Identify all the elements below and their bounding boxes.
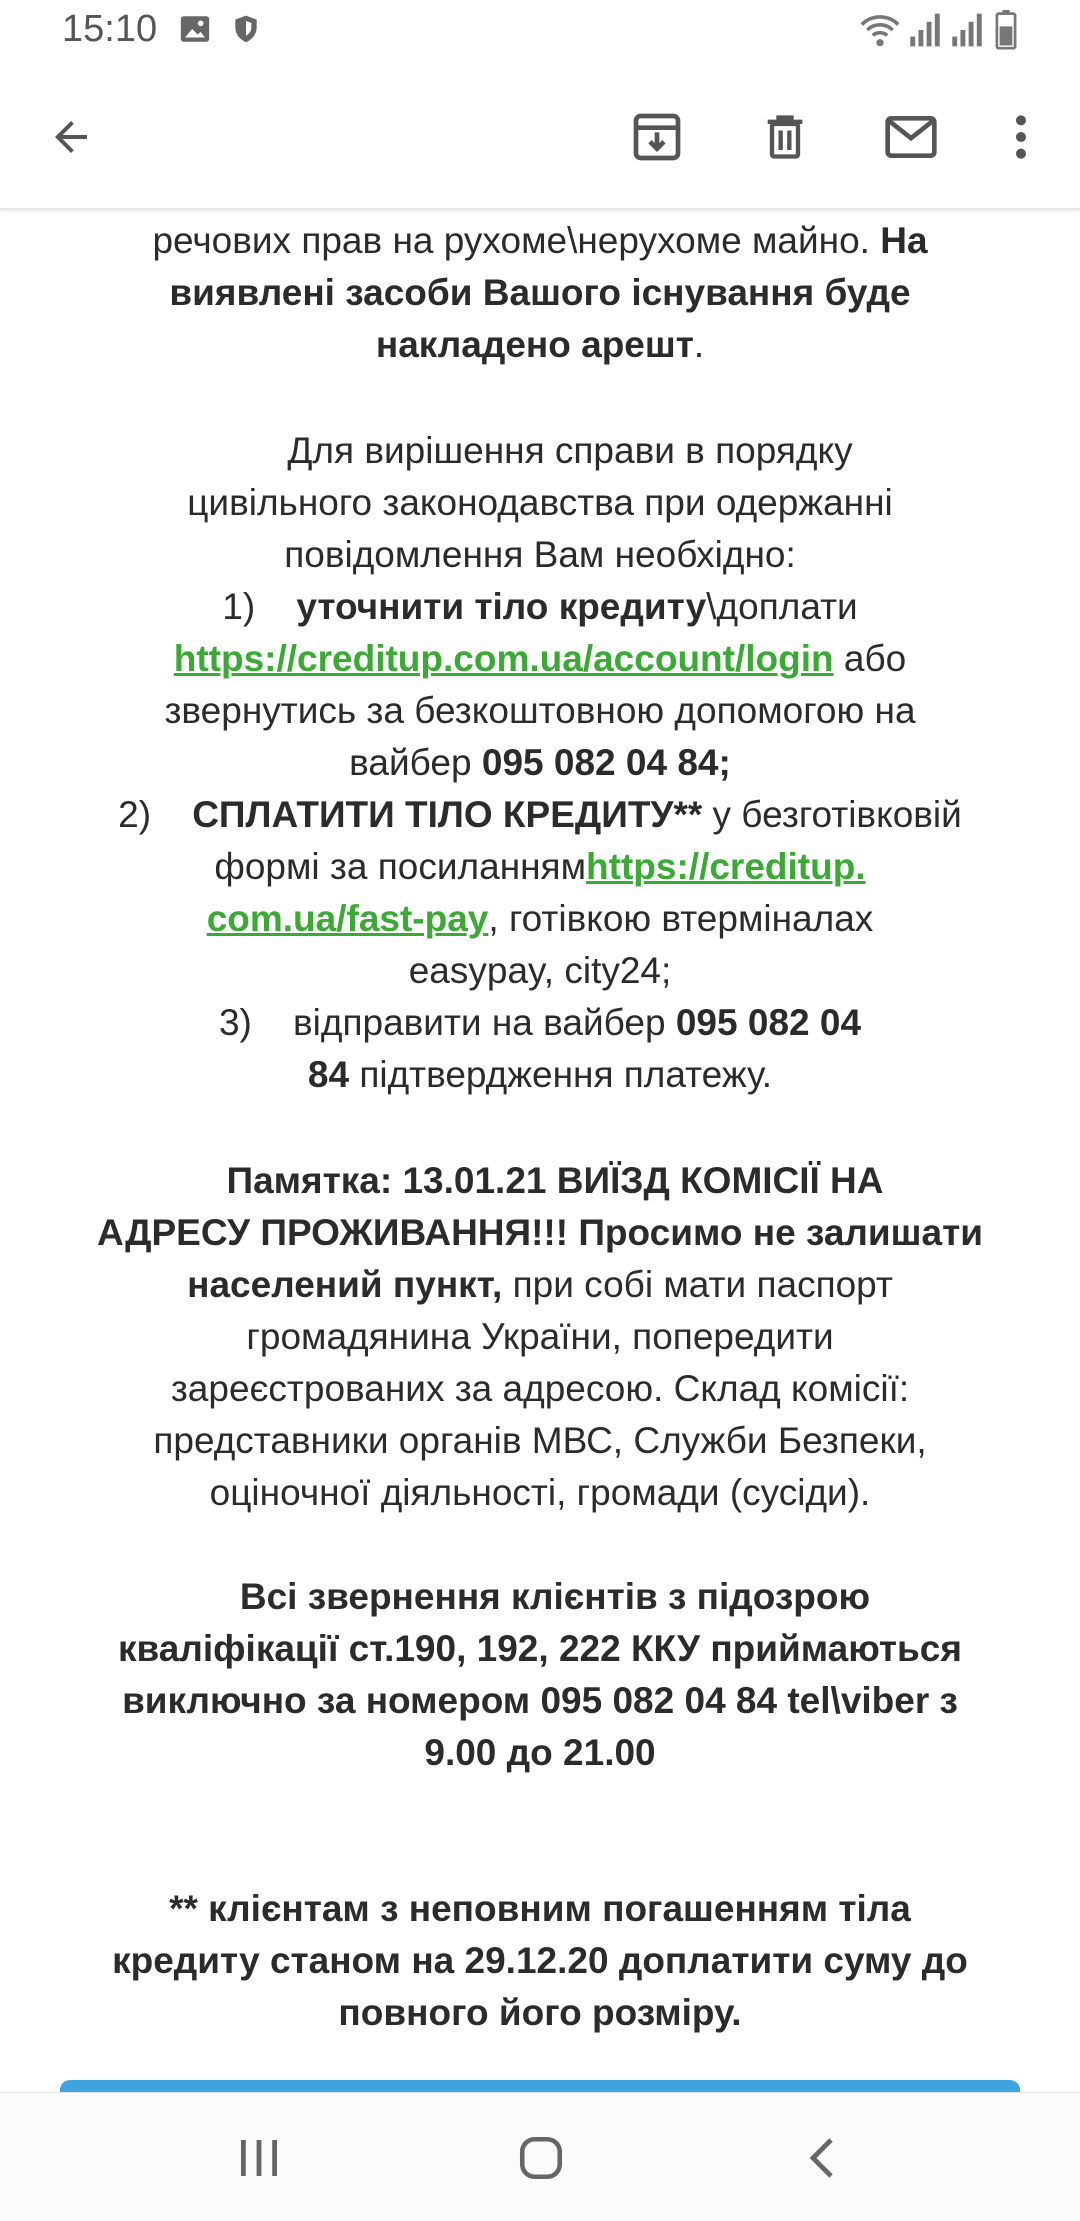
status-time: 15:10	[62, 8, 158, 50]
memo-line6: представники органів МВС, Служби Безпеки,	[153, 1420, 927, 1461]
appeal-line1: Всі звернення клієнтів з підозрою	[239, 1576, 871, 1617]
battery-icon	[994, 10, 1018, 55]
signal-icon	[908, 12, 942, 53]
system-nav-bar	[0, 2092, 1080, 2221]
memo-line2: АДРЕСУ ПРОЖИВАННЯ!!! Просимо не залишати	[97, 1212, 983, 1253]
memo-line7: оціночної діяльності, громади (сусіди).	[209, 1472, 871, 1513]
status-bar	[0, 0, 1080, 66]
wifi-icon	[858, 10, 902, 55]
memo-line3: населений пункт, при собі мати паспорт	[187, 1264, 893, 1305]
list-item-1-line3: звернутись за безкоштовною допомогою на	[164, 690, 916, 731]
signal-icon	[950, 12, 984, 53]
memo-line1: Памятка: 13.01.21 ВИЇЗД КОМІСІЇ НА	[226, 1160, 884, 1201]
more-vert-icon[interactable]	[986, 102, 1056, 172]
back-arrow-icon[interactable]	[36, 102, 106, 172]
list-item-2: 2) СПЛАТИТИ ТІЛО КРЕДИТУ** у безготівковій	[118, 794, 962, 835]
app-bar	[0, 66, 1080, 210]
list-item-2-line4: easypay, city24;	[408, 950, 672, 991]
memo-line5: зареєстрованих за адресою. Склад комісії:	[170, 1368, 910, 1409]
paragraph-arrest-line1: речових прав на рухоме\нерухоме майно. На	[152, 220, 928, 261]
list-item-2-line3: com.ua/fast-pay, готівкою втерміналах	[206, 898, 874, 939]
list-item-1: 1) уточнити тіло кредиту\доплати	[222, 586, 858, 627]
appeal-line4: 9.00 до 21.00	[424, 1732, 656, 1773]
fast-pay-link-part1[interactable]: https://creditup.	[586, 846, 866, 887]
paragraph-arrest-line3: накладено арешт.	[375, 324, 705, 365]
list-item-1-line4: вайбер 095 082 04 84;	[349, 742, 731, 783]
appeal-line3: виключно за номером 095 082 04 84 tel\viber з	[122, 1680, 958, 1721]
list-item-2-line2: формі за посиланнямhttps://creditup.	[214, 846, 866, 887]
paragraph-instructions-line2: цивільного законодавства при одержанні	[187, 482, 893, 523]
appeal-line2: кваліфікації ст.190, 192, 222 ККУ приймаються	[118, 1628, 962, 1669]
back-icon[interactable]	[788, 2123, 858, 2193]
delete-icon[interactable]	[750, 102, 820, 172]
paragraph-arrest-line2: виявлені засоби Вашого існування буде	[169, 272, 911, 313]
mark-unread-icon[interactable]	[876, 102, 946, 172]
paragraph-instructions-line1: Для вирішення справи в порядку	[287, 430, 853, 471]
memo-line4: громадянина України, попередити	[246, 1316, 834, 1357]
list-item-3-line2: 84 підтвердження платежу.	[307, 1054, 773, 1095]
list-item-3: 3) відправити на вайбер 095 082 04	[218, 1002, 862, 1043]
account-login-link[interactable]: https://creditup.com.ua/account/login	[173, 638, 834, 679]
recent-apps-icon[interactable]	[224, 2123, 294, 2193]
shield-icon	[230, 12, 262, 51]
paragraph-instructions-line3: повідомлення Вам необхідно:	[284, 534, 796, 575]
note-line1: ** клієнтам з неповним погашенням тіла	[169, 1888, 911, 1929]
list-item-1-link-line: https://creditup.com.ua/account/login або	[173, 638, 907, 679]
image-icon	[178, 12, 212, 51]
note-line2: кредиту станом на 29.12.20 доплатити суму до	[112, 1940, 968, 1981]
fast-pay-link-part2[interactable]: com.ua/fast-pay	[206, 898, 489, 939]
archive-icon[interactable]	[622, 102, 692, 172]
home-icon[interactable]	[506, 2123, 576, 2193]
note-line3: повного його розміру.	[338, 1992, 742, 2033]
